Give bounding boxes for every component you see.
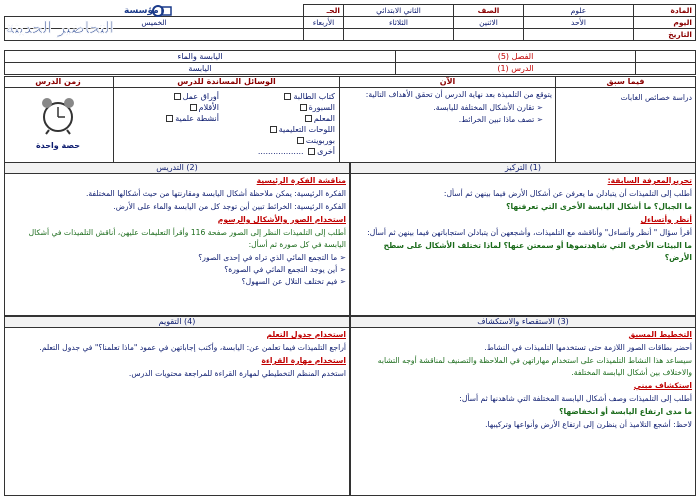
focus-h1: تحريرالمعرفة السابقة: (607, 176, 692, 185)
chapter-number: الفصل (5) (396, 51, 636, 63)
day-label: اليوم (634, 17, 696, 29)
apply-p2: سيساعد هذا النشاط التلميذات على استخدام مهاراتهن في الملاحظة والتصنيف لمناقشة أوجه التشابه والاختلاف بين أشكال اليابسة المختلفة. (377, 356, 692, 377)
tool-checkbox[interactable]: أوراق عمل (119, 91, 219, 102)
day-tue: الثلاثاء (344, 17, 454, 29)
tool-checkbox[interactable]: اللوحات التعليمية (225, 124, 335, 135)
focus-p2: أقرأ سؤال " أنظر وأتساءل" وأناقشه مع التلميذات، وأشجعهن أن يتبادلن استجاباتهن فيما بينهن ثم أسأل: (367, 228, 692, 237)
teach-h2: استخدام الصور والأشكال والرسوم (217, 215, 346, 224)
teach-title: (2) التدريس (5, 163, 349, 174)
goal-item: ➢ تقارن الأشكال المختلفة لليابسة. (343, 102, 543, 114)
teach-p3: أطلب إلى التلميذات النظر إلى الصور صفحة 116 وأقرأ التعليمات عليهن، أناقش التلميذات في أشكال اليابسة في كل صورة ثم أسأل: (28, 228, 346, 249)
apply-h2: استكشاف مبني (633, 381, 692, 390)
apply-p1: أحضر بطاقات الصور اللازمة حتى تستخدمها التلميذات في النشاط. (484, 343, 692, 352)
gear-cart-icon (152, 4, 172, 18)
prev-text: دراسة خصائص الغابات (620, 93, 692, 102)
teach-bullet: ➢ ما التجمع المائي الذي تراه في إحدى الصور؟ (8, 252, 346, 264)
apply-p4: لاحظ: أشجع التلاميذ أن ينظرن إلى ارتفاع الأرض وأنواعها وتركيبها. (485, 420, 692, 429)
tool-checkbox[interactable]: السبورة (225, 102, 335, 113)
lesson-plan-page (4, 4, 696, 496)
now-label: الآن (340, 77, 555, 88)
alarm-clock-icon (38, 95, 78, 135)
apply-q1: ما مدى ارتفاع اليابسة أو انخفاضها؟ (559, 407, 692, 416)
logo (4, 4, 172, 44)
focus-q1: ما الجبال؟ ما أشكال اليابسة الأخرى التي تعرفنها؟ (506, 202, 692, 211)
lesson-title: اليابسة (5, 63, 396, 75)
eval-p2: استخدم المنظم التخطيطي لمهارة القراءة للمراجعة محتويات الدرس. (128, 369, 346, 378)
focus-q2: ما البيئات الأخرى التي شاهدتموها أو سمعتن عنها؟ لماذا تختلف الأشكال على سطح الأرض؟ (383, 241, 692, 262)
apply-title: (3) الاستقصاء والاستكشاف (351, 317, 695, 328)
unit-table (4, 50, 696, 75)
eval-h1: استخدام جدول التعلم (266, 330, 346, 339)
eval-title: (4) التقويم (5, 317, 349, 328)
goal-item: ➢ تصف ماذا تبين الخرائط. (343, 114, 543, 126)
focus-section (350, 162, 696, 316)
logo-name: التحاضير الحديثة (6, 18, 115, 37)
logo-org: مؤسسة (124, 6, 159, 16)
tool-checkbox[interactable]: كتاب الطالبة (225, 91, 335, 102)
tool-checkbox[interactable]: بوربوينت (225, 135, 335, 146)
teach-p1: الفكرة الرئيسية: يمكن ملاحظة أشكال اليابسة ومقارنتها من حيث أشكالها المختلفة. (85, 189, 346, 198)
day-mon: الاثنين (454, 17, 524, 29)
prev-column (555, 77, 695, 172)
day-thu: الخميس (5, 17, 304, 29)
apply-section (350, 316, 696, 496)
subject-value: علوم (524, 5, 634, 17)
date-label: التاريخ (634, 29, 696, 41)
subject-label: المادة (634, 5, 696, 17)
focus-title: (1) التركيز (351, 163, 695, 174)
class-label: الحـ (304, 5, 344, 17)
lesson-number: الدرس (1) (396, 63, 636, 75)
now-column (339, 77, 555, 172)
tool-checkbox[interactable]: أنشطة علمية (119, 113, 219, 124)
tools-column (113, 77, 339, 172)
apply-p3: أطلب إلى التلميذات وصف أشكال اليابسة المختلفة التي شاهدنها ثم أسأل: (459, 394, 692, 403)
apply-h1: التخطيط المسبق (628, 330, 692, 339)
eval-h2: استخدام مهارة القراءة (261, 356, 346, 365)
teach-bullet: ➢ فيم تختلف التلال عن السهول؟ (8, 276, 346, 288)
grade-label: الصف (454, 5, 524, 17)
day-sun: الأحد (524, 17, 634, 29)
teach-bullet: ➢ أين يوجد التجمع المائي في الصورة؟ (8, 264, 346, 276)
prev-label: فيما سبق (556, 77, 695, 88)
time-label: زمن الدرس (4, 77, 113, 88)
time-column (4, 77, 113, 172)
eval-p1: أراجع التلميذات فيما تعلمن عن: اليابسة، وأكتب إجاباتهن في عمود "ماذا تعلمنا؟" في جدول التعلم. (39, 343, 346, 352)
grade-value: الثاني الابتدائي (344, 5, 454, 17)
time-value: حصة واحدة (35, 141, 81, 150)
teach-h1: مناقشة الفكرة الرئيسية (256, 176, 346, 185)
chapter-title: اليابسة والماء (5, 51, 396, 63)
eval-section (4, 316, 350, 496)
day-wed: الأربعاء (304, 17, 344, 29)
goals-section (4, 76, 696, 172)
tool-checkbox[interactable]: أخرى .................. (257, 147, 335, 156)
teach-p2: الفكرة الرئيسية: الخرائط تبين أين توجد كل من اليابسة والماء على الأرض. (113, 202, 346, 211)
teach-section (4, 162, 350, 316)
focus-h2: أنظر وأتساءل (640, 215, 692, 224)
tool-checkbox[interactable]: الأقلام (119, 102, 219, 113)
focus-p1: أطلب إلى التلميذات أن يتبادلن ما يعرفن عن أشكال الأرض فيما بينهن ثم أسأل: (443, 189, 692, 198)
tools-label: الوسائل المساندة للدرس (114, 77, 339, 88)
now-intro: يتوقع من التلميذة بعد نهاية الدرس أن تحقق الأهداف التالية: (365, 90, 552, 99)
tool-checkbox[interactable]: المعلم (225, 113, 335, 124)
